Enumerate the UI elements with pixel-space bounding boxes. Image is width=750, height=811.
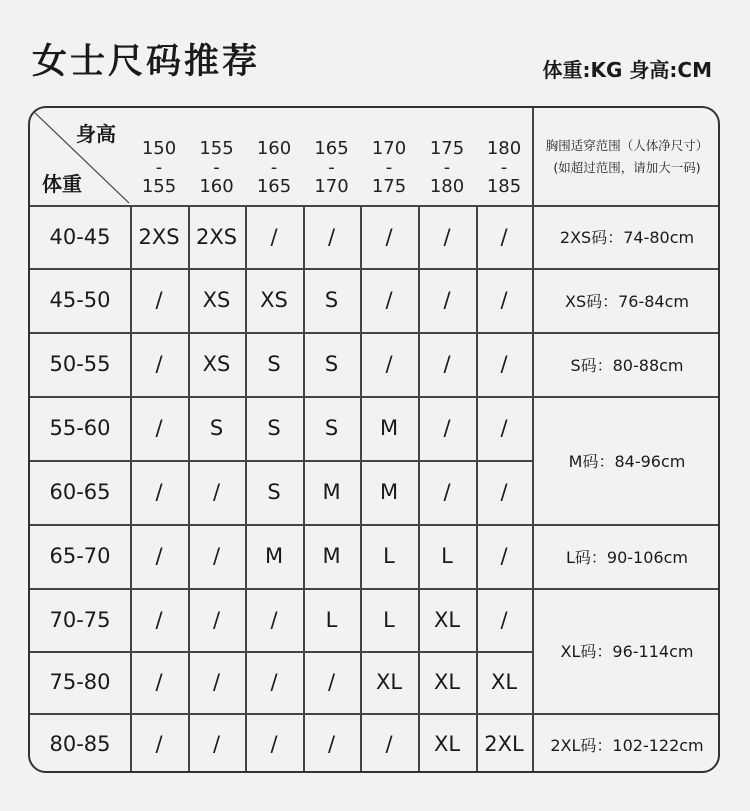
page-title: 女士尺码推荐 <box>32 42 261 82</box>
size-cell: / <box>270 607 278 632</box>
size-cell: S <box>267 416 281 440</box>
size-cell: / <box>327 732 336 756</box>
chest-range-cell: S码：80-88cm <box>570 355 684 375</box>
size-cell: / <box>212 670 221 694</box>
size-cell: / <box>270 670 278 694</box>
weight-range-cell: 60-65 <box>49 480 111 504</box>
weight-range-cell: 45-50 <box>49 288 111 312</box>
size-cell: / <box>385 224 393 249</box>
column-divider <box>303 205 305 773</box>
size-cell: / <box>500 224 508 249</box>
weight-range-cell: 55-60 <box>49 416 111 440</box>
size-cell: / <box>270 732 278 756</box>
size-cell: / <box>155 416 163 440</box>
height-range-to: 180 <box>429 175 465 197</box>
size-cell: 2XL <box>484 732 524 756</box>
size-cell: / <box>443 480 451 504</box>
size-cell: / <box>443 352 451 376</box>
row-divider <box>30 396 720 398</box>
size-cell: / <box>155 288 163 312</box>
height-range-dash: - <box>213 156 220 178</box>
size-cell: / <box>327 224 336 249</box>
size-cell: L <box>441 544 453 568</box>
height-range-from: 160 <box>256 137 292 159</box>
size-cell: M <box>379 480 399 504</box>
column-divider <box>532 108 534 773</box>
chest-range-cell: M码：84-96cm <box>568 451 686 471</box>
height-range-header <box>418 130 476 204</box>
row-divider <box>30 460 532 462</box>
height-range-dash: - <box>270 156 278 178</box>
height-range-header <box>476 130 532 204</box>
size-cell: XS <box>202 288 231 312</box>
size-cell: M <box>322 480 341 504</box>
height-range-dash: - <box>328 156 335 178</box>
size-cell: M <box>264 544 284 568</box>
height-range-to: 170 <box>314 175 349 197</box>
units-note: 体重:KG 身高:CM <box>542 58 712 82</box>
column-divider <box>130 205 132 773</box>
size-cell: / <box>212 607 221 632</box>
size-cell: / <box>155 670 163 694</box>
height-range-header <box>188 130 245 204</box>
weight-range-cell: 80-85 <box>49 732 111 756</box>
height-range-dash: - <box>443 156 451 178</box>
height-range-dash: - <box>155 156 163 178</box>
weight-range-cell: 75-80 <box>49 670 111 694</box>
height-range-from: 175 <box>429 137 465 159</box>
size-cell: / <box>155 732 163 756</box>
size-cell: XL <box>490 670 518 694</box>
size-cell: / <box>500 352 508 376</box>
size-cell: / <box>500 288 508 312</box>
size-cell: XS <box>260 288 288 312</box>
chest-range-cell: L码：90-106cm <box>566 547 688 567</box>
height-range-from: 180 <box>486 137 522 159</box>
size-cell: XL <box>433 732 461 756</box>
size-cell: XL <box>433 607 461 632</box>
size-cell: / <box>443 416 451 440</box>
size-cell: M <box>379 416 399 440</box>
weight-range-cell: 65-70 <box>49 544 111 568</box>
size-cell: / <box>155 607 163 632</box>
row-divider <box>30 713 720 715</box>
size-cell: / <box>270 224 278 249</box>
size-cell: S <box>267 352 281 376</box>
size-cell: 2XS <box>138 224 180 249</box>
height-range-from: 155 <box>199 137 234 159</box>
size-cell: S <box>324 288 339 312</box>
column-divider <box>476 205 478 773</box>
size-cell: / <box>155 480 163 504</box>
column-divider <box>360 205 362 773</box>
chest-range-cell: XL码：96-114cm <box>560 642 694 661</box>
size-cell: S <box>324 416 339 440</box>
column-divider <box>418 205 420 773</box>
weight-range-cell: 70-75 <box>49 607 111 632</box>
height-range-dash: - <box>500 156 508 178</box>
height-range-to: 155 <box>141 175 177 197</box>
size-cell: S <box>209 416 224 440</box>
chest-range-cell: XS码：76-84cm <box>565 291 689 311</box>
height-range-from: 150 <box>141 137 177 159</box>
size-cell: / <box>443 288 451 312</box>
chest-range-cell: 2XS码：74-80cm <box>559 228 695 247</box>
size-cell: 2XS <box>195 224 238 249</box>
height-range-to: 185 <box>486 175 522 197</box>
size-cell: / <box>500 544 508 568</box>
height-range-header <box>303 130 360 204</box>
chest-header-line: 胸围适穿范围（人体净尺寸） <box>545 137 709 153</box>
row-divider <box>30 332 720 334</box>
size-cell: XS <box>202 352 231 376</box>
height-range-dash: - <box>385 156 393 178</box>
height-range-to: 175 <box>371 175 407 197</box>
size-cell: / <box>500 480 508 504</box>
height-range-from: 165 <box>314 137 349 159</box>
size-cell: L <box>383 607 395 632</box>
row-divider <box>30 588 720 590</box>
weight-range-cell: 40-45 <box>49 224 111 249</box>
height-range-header <box>130 130 188 204</box>
size-cell: / <box>385 288 393 312</box>
size-cell: XL <box>375 670 403 694</box>
size-cell: M <box>322 544 341 568</box>
height-axis-label: 身高 <box>76 122 116 146</box>
size-cell: L <box>383 544 395 568</box>
row-divider <box>30 524 720 526</box>
size-cell: / <box>500 416 508 440</box>
chest-range-header <box>532 108 720 205</box>
height-range-header <box>360 130 418 204</box>
size-cell: L <box>325 607 338 632</box>
weight-range-cell: 50-55 <box>49 352 111 376</box>
chest-header-line: (如超过范围，请加大一码) <box>553 159 701 175</box>
column-divider <box>245 205 247 773</box>
size-cell: / <box>212 732 221 756</box>
size-cell: / <box>385 352 393 376</box>
size-cell: S <box>267 480 281 504</box>
size-cell: / <box>443 224 451 249</box>
height-range-to: 160 <box>199 175 234 197</box>
chest-range-cell: 2XL码：102-122cm <box>550 735 704 755</box>
column-divider <box>188 205 190 773</box>
size-cell: / <box>212 480 221 504</box>
size-cell: / <box>155 352 163 376</box>
row-divider <box>30 205 720 207</box>
size-table <box>28 106 720 773</box>
size-cell: / <box>327 670 336 694</box>
row-divider <box>30 268 720 270</box>
size-cell: / <box>155 544 163 568</box>
size-cell: XL <box>433 670 461 694</box>
height-range-from: 170 <box>371 137 407 159</box>
size-cell: S <box>324 352 339 376</box>
size-cell: / <box>212 544 221 568</box>
size-cell: / <box>385 732 393 756</box>
row-divider <box>30 651 532 653</box>
height-range-to: 165 <box>256 175 292 197</box>
weight-axis-label: 体重 <box>42 172 82 196</box>
size-cell: / <box>500 607 508 632</box>
height-range-header <box>245 130 303 204</box>
